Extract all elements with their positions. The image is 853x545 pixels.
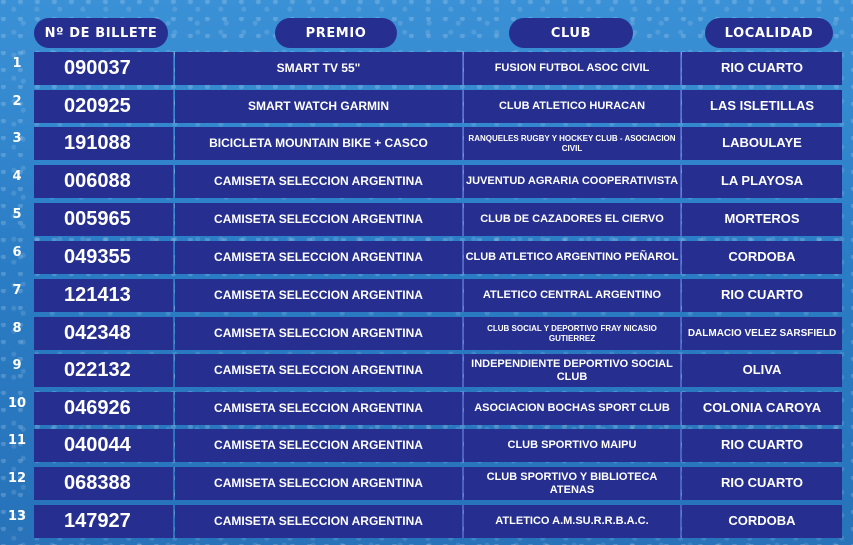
table-row <box>0 354 853 387</box>
table-row <box>0 90 853 123</box>
club-name: CLUB SPORTIVO MAIPU <box>464 429 681 462</box>
club-name: FUSION FUTBOL ASOC CIVIL <box>464 52 681 85</box>
row-number: 10 <box>7 396 27 411</box>
table-row <box>0 392 853 425</box>
locality-name: LABOULAYE <box>682 127 842 160</box>
ticket-number: 022132 <box>34 354 174 387</box>
row-number: 12 <box>7 471 27 486</box>
locality-name: MORTEROS <box>682 203 842 236</box>
table-row <box>0 165 853 198</box>
prize-name: CAMISETA SELECCION ARGENTINA <box>175 467 463 500</box>
table-row <box>0 467 853 500</box>
row-number: 3 <box>12 131 22 146</box>
table-row <box>0 279 853 312</box>
prize-name: BICICLETA MOUNTAIN BIKE + CASCO <box>175 127 463 160</box>
ticket-number: 040044 <box>34 429 174 462</box>
prize-name: CAMISETA SELECCION ARGENTINA <box>175 505 463 538</box>
row-number: 2 <box>12 94 22 109</box>
club-name: ATLETICO A.M.SU.R.R.B.A.C. <box>464 505 681 538</box>
ticket-number: 006088 <box>34 165 174 198</box>
prize-name: CAMISETA SELECCION ARGENTINA <box>175 241 463 274</box>
table-row <box>0 127 853 160</box>
prize-name: CAMISETA SELECCION ARGENTINA <box>175 279 463 312</box>
prize-name: SMART TV 55" <box>175 52 463 85</box>
club-name: JUVENTUD AGRARIA COOPERATIVISTA <box>464 165 681 198</box>
club-name: INDEPENDIENTE DEPORTIVO SOCIAL CLUB <box>464 354 681 387</box>
row-number: 13 <box>7 509 27 524</box>
prize-name: CAMISETA SELECCION ARGENTINA <box>175 317 463 350</box>
locality-name: DALMACIO VELEZ SARSFIELD <box>682 317 842 350</box>
locality-name: RIO CUARTO <box>682 52 842 85</box>
table-row <box>0 317 853 350</box>
club-name: CLUB DE CAZADORES EL CIERVO <box>464 203 681 236</box>
locality-name: CORDOBA <box>682 505 842 538</box>
locality-name: OLIVA <box>682 354 842 387</box>
table-row <box>0 505 853 538</box>
table-row <box>0 52 853 85</box>
prize-name: CAMISETA SELECCION ARGENTINA <box>175 165 463 198</box>
row-number: 1 <box>12 56 22 71</box>
row-number: 5 <box>12 207 22 222</box>
ticket-number: 042348 <box>34 317 174 350</box>
prize-name: CAMISETA SELECCION ARGENTINA <box>175 392 463 425</box>
row-number: 6 <box>12 245 22 260</box>
row-number: 11 <box>7 433 27 448</box>
locality-name: RIO CUARTO <box>682 279 842 312</box>
prize-name: CAMISETA SELECCION ARGENTINA <box>175 429 463 462</box>
locality-name: COLONIA CAROYA <box>682 392 842 425</box>
locality-name: RIO CUARTO <box>682 429 842 462</box>
header-club: CLUB <box>509 18 633 48</box>
ticket-number: 147927 <box>34 505 174 538</box>
locality-name: RIO CUARTO <box>682 467 842 500</box>
locality-name: LAS ISLETILLAS <box>682 90 842 123</box>
table-row <box>0 203 853 236</box>
table-header <box>0 18 853 48</box>
row-number: 4 <box>12 169 22 184</box>
table-row <box>0 241 853 274</box>
header-prize: PREMIO <box>275 18 397 48</box>
ticket-number: 090037 <box>34 52 174 85</box>
club-name: CLUB ATLETICO ARGENTINO PEÑAROL <box>464 241 681 274</box>
ticket-number: 068388 <box>34 467 174 500</box>
prize-name: CAMISETA SELECCION ARGENTINA <box>175 354 463 387</box>
club-name: ATLETICO CENTRAL ARGENTINO <box>464 279 681 312</box>
locality-name: CORDOBA <box>682 241 842 274</box>
row-number: 8 <box>12 321 22 336</box>
club-name: CLUB ATLETICO HURACAN <box>464 90 681 123</box>
prize-name: SMART WATCH GARMIN <box>175 90 463 123</box>
row-number: 9 <box>12 358 22 373</box>
prize-name: CAMISETA SELECCION ARGENTINA <box>175 203 463 236</box>
club-name: CLUB SOCIAL Y DEPORTIVO FRAY NICASIO GUTIERREZ <box>464 317 681 350</box>
club-name: CLUB SPORTIVO Y BIBLIOTECA ATENAS <box>464 467 681 500</box>
club-name: RANQUELES RUGBY Y HOCKEY CLUB - ASOCIACION CIVIL <box>464 127 681 160</box>
locality-name: LA PLAYOSA <box>682 165 842 198</box>
ticket-number: 046926 <box>34 392 174 425</box>
header-locality: LOCALIDAD <box>705 18 833 48</box>
ticket-number: 005965 <box>34 203 174 236</box>
club-name: ASOCIACION BOCHAS SPORT CLUB <box>464 392 681 425</box>
ticket-number: 020925 <box>34 90 174 123</box>
ticket-number: 191088 <box>34 127 174 160</box>
table-row <box>0 429 853 462</box>
ticket-number: 049355 <box>34 241 174 274</box>
ticket-number: 121413 <box>34 279 174 312</box>
header-ticket: Nº DE BILLETE <box>34 18 168 48</box>
row-number: 7 <box>12 283 22 298</box>
